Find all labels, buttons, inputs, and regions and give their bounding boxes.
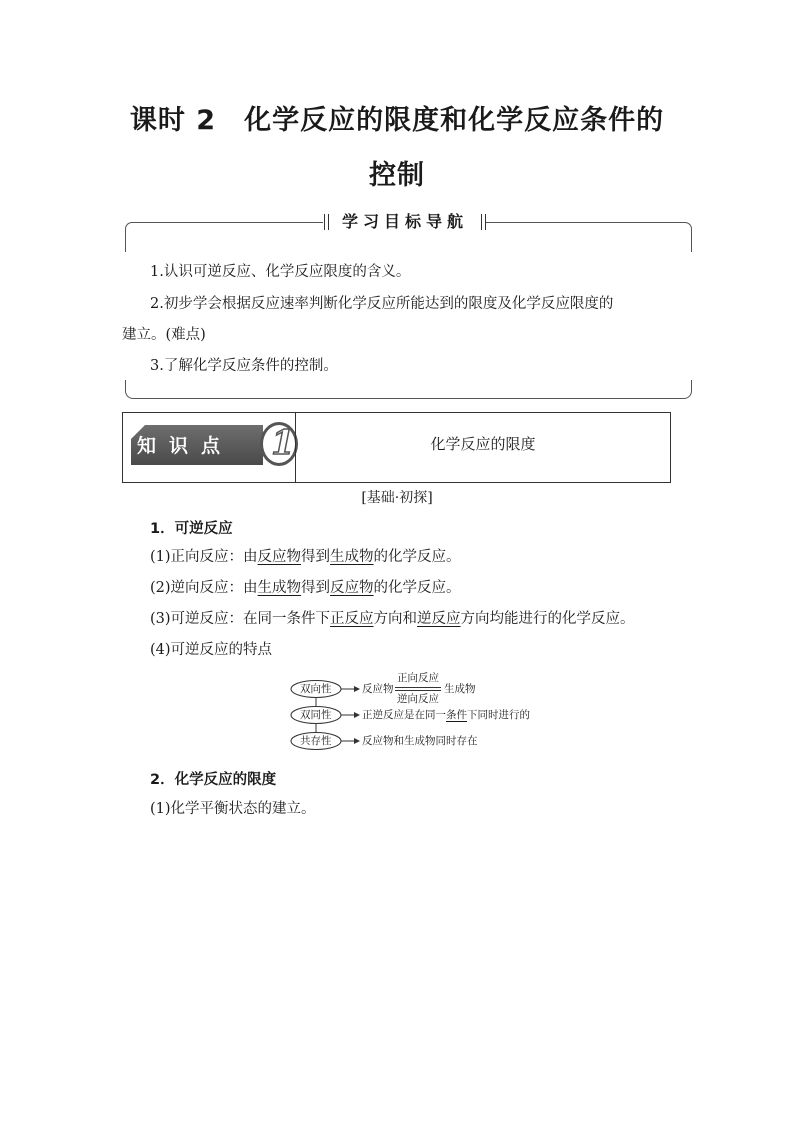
objective-2-line-1: 2.初步学会根据反应速率判断化学反应所能达到的限度及化学反应限度的 [150,296,614,312]
para-1-3: (3)可逆反应：在同一条件下正反应方向和逆反应方向均能进行的化学反应。 [150,611,635,627]
knowledge-badge-label: 知识点 [137,435,234,457]
knowledge-number: 1 [271,423,295,463]
section-2-heading: 2．化学反应的限度 [150,772,277,788]
diagram-node-coexistence: 共存性 [300,735,332,747]
diagram-reactant-label: 反应物 [362,683,394,695]
diagram-reverse-label: 逆向反应 [397,693,439,705]
section-subtitle: [基础·初探] [361,490,433,506]
page-title-line-1: 课时 2 化学反应的限度和化学反应条件的 [129,105,665,136]
objective-3: 3.了解化学反应条件的控制。 [150,358,338,374]
diagram-node-dual-same: 双同性 [300,709,332,721]
objective-2-line-2: 建立。(难点) [122,327,206,343]
diagram-row-2-text: 正逆反应是在同一条件下同时进行的 [362,709,530,721]
section-1-heading: 1．可逆反应 [150,521,233,537]
objectives-frame-bottom [125,380,692,399]
objectives-heading: 学习目标导航 [330,209,480,235]
diagram-node-bidirectional: 双向性 [300,683,332,695]
knowledge-point-box [122,412,671,483]
diagram-product-label: 生成物 [444,683,476,695]
objective-1: 1.认识可逆反应、化学反应限度的含义。 [150,264,411,280]
para-1-2: (2)逆向反应：由生成物得到反应物的化学反应。 [150,580,461,596]
para-1-4: (4)可逆反应的特点 [150,642,273,658]
diagram-row-3-text: 反应物和生成物同时存在 [362,735,478,747]
diagram-forward-label: 正向反应 [397,672,439,684]
objectives-frame-top [125,212,692,252]
knowledge-title: 化学反应的限度 [430,435,536,453]
page-title-line-2: 控制 [369,160,425,191]
para-2-1: (1)化学平衡状态的建立。 [150,801,316,817]
characteristics-diagram [285,672,545,752]
para-1-1: (1)正向反应：由反应物得到生成物的化学反应。 [150,549,461,565]
